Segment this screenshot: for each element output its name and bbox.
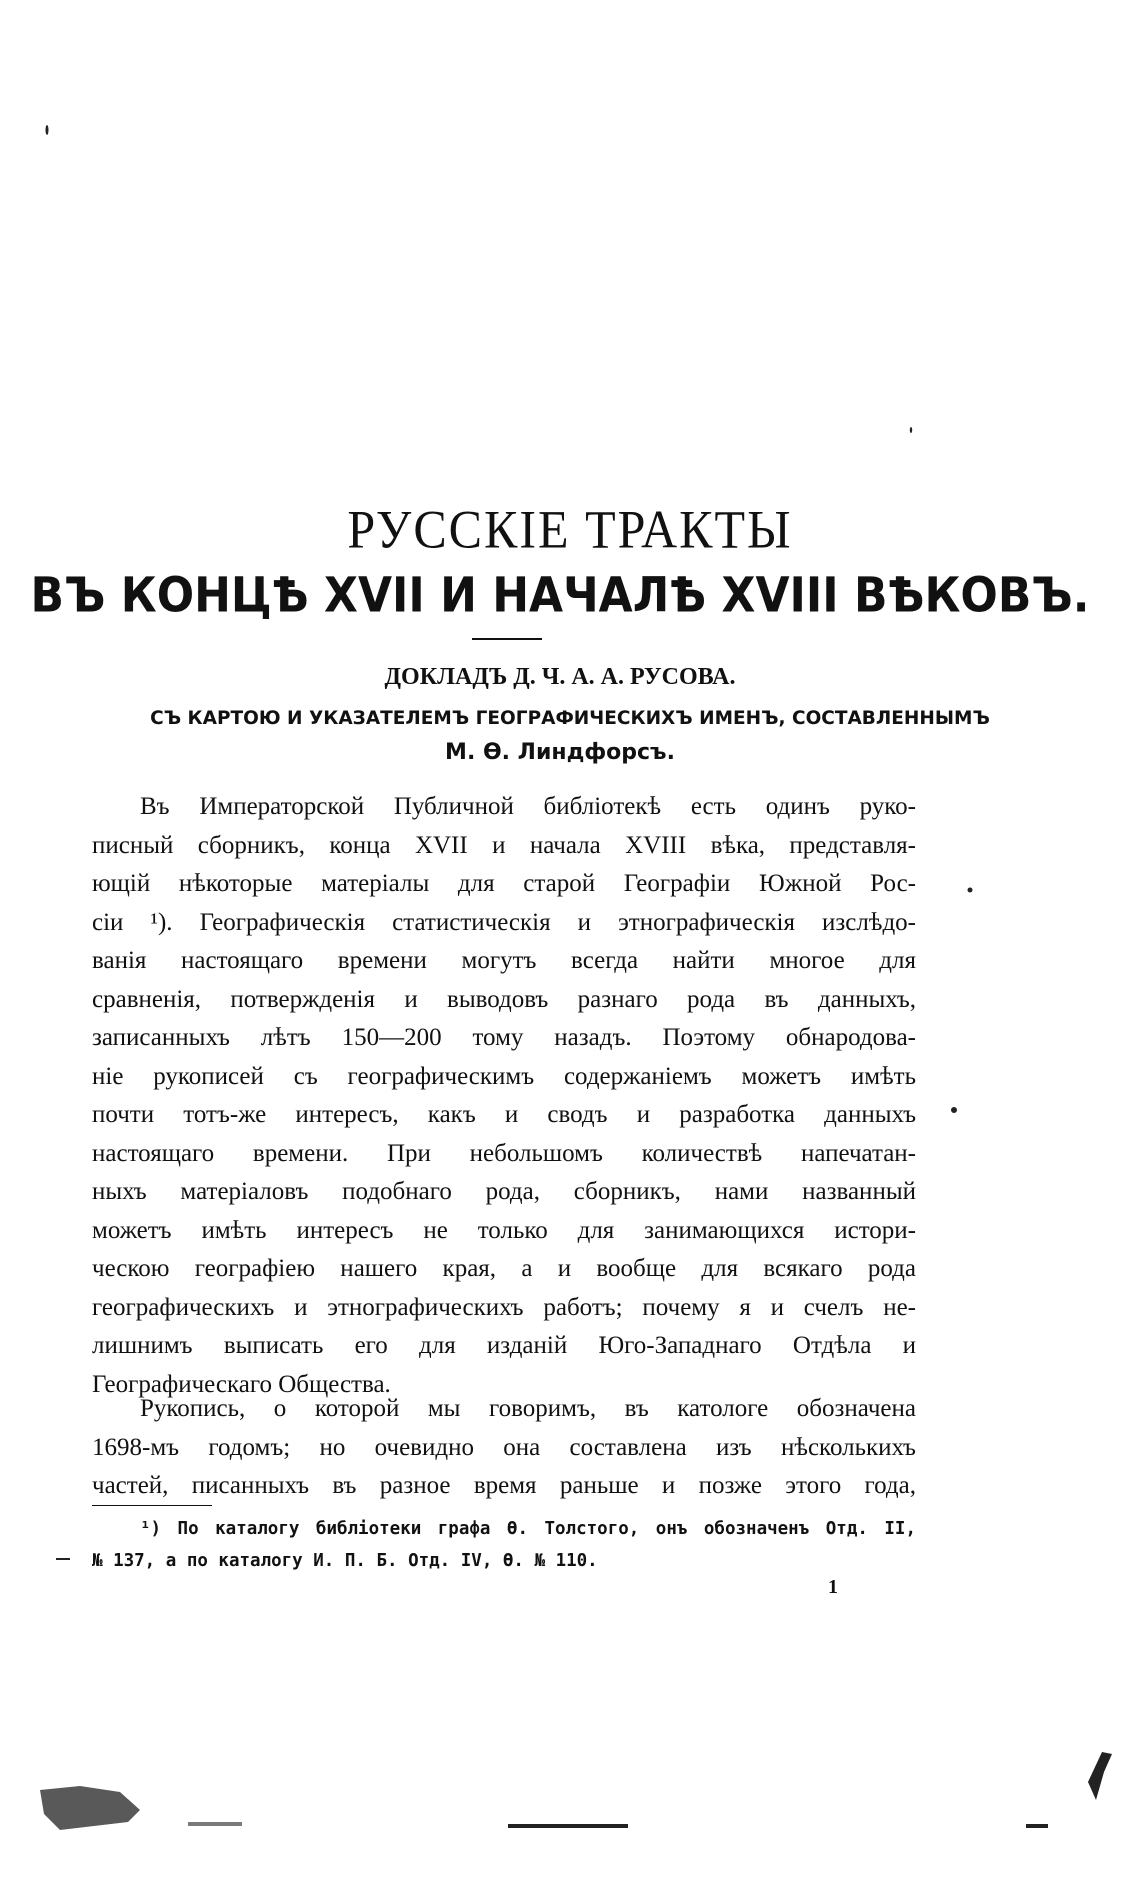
text-line: ющій нѣкоторые матеріалы для старой Географіи Южной Рос- [92, 870, 916, 897]
scan-speck [1088, 1752, 1112, 1800]
text-line: можетъ имѣть интересъ не только для занимающихся истори- [92, 1216, 916, 1244]
text-line: Географическаго Общества. [92, 1370, 391, 1398]
text-line: ніе рукописей съ географическимъ содержаніемъ можетъ имѣть [92, 1062, 916, 1090]
text-line: ванія настоящаго времени могутъ всегда найти многое для [92, 947, 916, 974]
byline: ДОКЛАДЪ Д. Ч. А. А. РУСОВА. [384, 664, 736, 690]
text-line: сравненія, потвержденія и выводовъ разнаго рода въ данныхъ, [92, 985, 916, 1013]
text-line: Рукопись, о которой мы говоримъ, въ катологе обозначена [140, 1395, 916, 1422]
text-line: ческою географіею нашего края, а и вообще для всякаго рода [92, 1255, 916, 1282]
subtitle: СЪ КАРТОЮ И УКАЗАТЕЛЕМЪ ГЕОГРАФИЧЕСКИХЪ ИМЕНЪ, СОСТАВЛЕННЫМЪ [150, 708, 990, 729]
text-line: сіи ¹). Географическія статистическія и этнографическія изслѣдо- [92, 908, 916, 936]
text-line: записанныхъ лѣтъ 150—200 тому назадъ. Поэтому обнародова- [92, 1024, 916, 1051]
scan-speck [188, 1822, 242, 1826]
text-line: настоящаго времени. При небольшомъ количествѣ напечатан- [92, 1139, 916, 1167]
text-line: почти тотъ-же интересъ, какъ и сводъ и разработка данныхъ [92, 1101, 916, 1128]
scan-speck [910, 427, 912, 433]
text-line: частей, писанныхъ въ разное время раньше и позже этого года, [92, 1472, 916, 1499]
scan-speck [46, 125, 49, 135]
text-line: 1698-мъ годомъ; но очевидно она составлена изъ нѣсколькихъ [92, 1433, 916, 1461]
title-line-1: РУССКІЕ ТРАКТЫ [347, 498, 793, 560]
footnote-line: № 137, а по каталогу И. П. Б. Отд. IV, Ѳ. № 110. [92, 1551, 598, 1571]
text-line: ныхъ матеріаловъ подобнаго рода, сборникъ, нами названный [92, 1178, 916, 1205]
scan-speck [951, 1107, 957, 1113]
text-line: лишнимъ выписать его для изданій Юго-Западнаго Отдѣла и [92, 1332, 916, 1359]
scan-speck [1026, 1824, 1048, 1828]
text-line: Въ Императорской Публичной библіотекѣ есть одинъ руко- [140, 793, 916, 820]
scan-speck [508, 1824, 628, 1828]
scan-speck [968, 888, 973, 893]
text-line: географическихъ и этнографическихъ работъ; почему я и счелъ не- [92, 1293, 916, 1321]
footnote-line: ¹) По каталогу библіотеки графа Ѳ. Толстого, онъ обозначенъ Отд. II, [140, 1519, 916, 1539]
scan-speck [40, 1786, 140, 1830]
page-number: 1 [828, 1576, 838, 1598]
scan-speck [56, 1558, 70, 1560]
author: М. Ѳ. Линдфорсъ. [445, 740, 675, 765]
text-line: писный сборникъ, конца XVII и начала XVIII вѣка, представля- [92, 831, 916, 859]
title-line-2: ВЪ КОНЦѢ XVII И НАЧАЛѢ XVIII ВѢКОВЪ. [30, 567, 1090, 624]
